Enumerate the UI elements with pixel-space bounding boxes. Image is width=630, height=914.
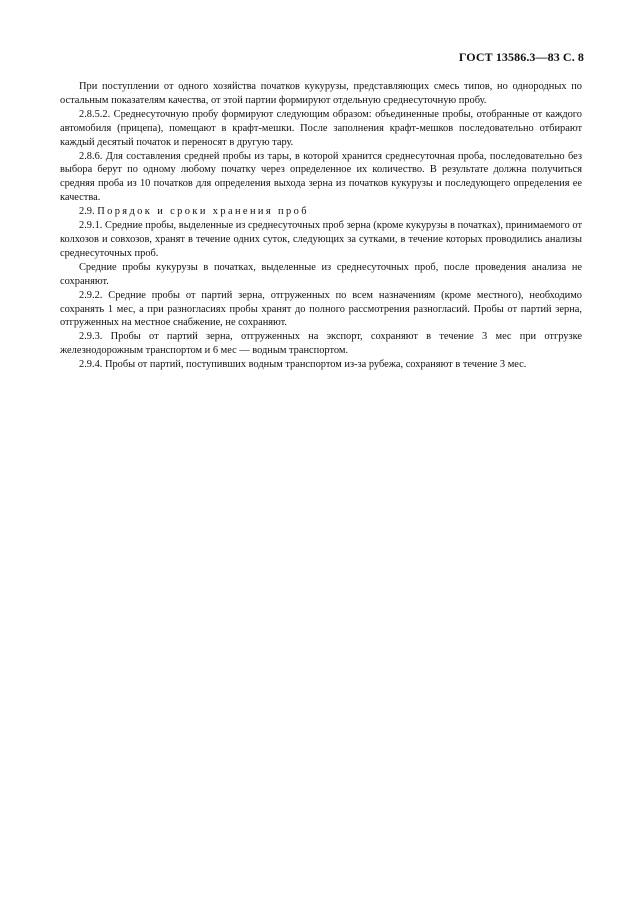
page-header: ГОСТ 13586.3—83 С. 8: [458, 50, 584, 64]
section-title: Порядок и сроки хранения проб: [97, 206, 309, 218]
paragraph-corn-cobs: Средние пробы кукурузы в початках, выделенные из среднесуточных проб, после проведения анализа не сохраняют.: [60, 261, 582, 287]
paragraph-mixed-types: При поступлении от одного хозяйства початков кукурузы, представляющих смесь типов, но однородных по остальным показателям качества, от этой партии формируют отдельную среднесуточную пробу.: [60, 81, 582, 106]
document-body: [60, 80, 582, 372]
paragraph-2-8-5-2: 2.8.5.2. Среднесуточную пробу формируют следующим образом: объединенные пробы, отобранные от каждого автомобиля (прицепа), помещают в крафт-мешки. После заполнения крафт-мешков последовательно отбирают каждый десятый початок и переносят в другую тару.: [60, 108, 582, 148]
section-heading-2-9: [60, 205, 582, 219]
paragraph-2-9-1: 2.9.1. Средние пробы, выделенные из среднесуточных проб зерна (кроме кукурузы в початках), принимаемого от колхозов и совхозов, хранят в течение одних суток, следующих за сутками, в течение которых проводились анализы среднесуточных проб.: [60, 220, 582, 259]
paragraph-2-9-3: 2.9.3. Пробы от партий зерна, отгруженных на экспорт, сохраняют в течение 3 мес при отгрузке железнодорожным транспортом и 6 мес — водным транспортом.: [60, 331, 582, 357]
paragraph-2-8-6: 2.8.6. Для составления средней пробы из тары, в которой хранится среднесуточная проба, последовательно без выбора берут по одному любому початку через определенное их количество. В результате должна получиться средняя проба из 10 початков для определения выхода зерна из початков кукурузы и последующего определения ее качества.: [60, 150, 582, 204]
paragraph-2-9-4: 2.9.4. Пробы от партий, поступивших водным транспортом из-за рубежа, сохраняют в течение 3 мес.: [79, 359, 527, 371]
paragraph-2-9-2: 2.9.2. Средние пробы от партий зерна, отгруженных по всем назначениям (кроме местного), необходимо сохранять 1 мес, а при разногласиях пробы хранят до полного рассмотрения разногласий. Пробы от партий зерна, отгруженных на местное снабжение, не сохраняют.: [60, 289, 582, 329]
section-number: 2.9.: [79, 206, 95, 218]
